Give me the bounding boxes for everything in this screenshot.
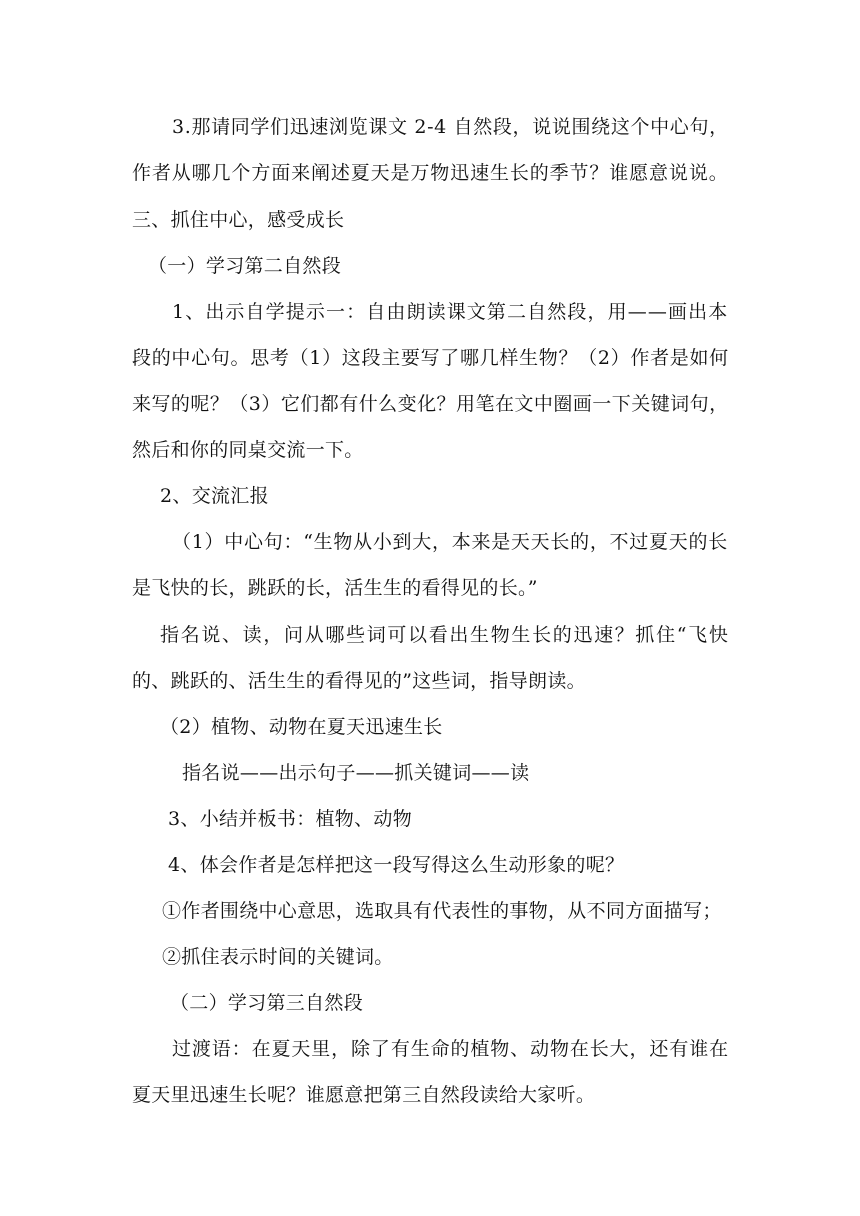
guide-line-2: 的、跳跃的、活生生的看得见的”这些词，指导朗读。 [132,670,586,692]
step-1-line-1: 1、出示自学提示一：自由朗读课文第二自然段，用——画出本 [172,301,729,323]
guide-line-1: 指名说、读，问从哪些词可以看出生物生长的迅速？抓住“飞快 [160,624,730,646]
step-2: 2、交流汇报 [160,485,269,507]
subsection-heading-2: （二）学习第三自然段 [170,992,364,1014]
answer-2: ②抓住表示时间的关键词。 [162,946,394,968]
subsection-heading-1: （一）学习第二自然段 [148,255,342,277]
point-1-line-2: 是飞快的长，跳跃的长，活生生的看得见的长。” [132,577,538,599]
step-1-line-2: 段的中心句。思考（1）这段主要写了哪几样生物？（2）作者是如何 [132,347,729,369]
para-3-line-2: 作者从哪几个方面来阐述夏天是万物迅速生长的季节？谁愿意说说。 [132,162,729,184]
step-1-line-3: 来写的呢？（3）它们都有什么变化？用笔在文中圈画一下关键词句， [132,393,729,415]
section-heading-3: 三、抓住中心，感受成长 [132,209,345,231]
step-3: 3、小结并板书：植物、动物 [168,808,412,830]
step-1-line-4: 然后和你的同桌交流一下。 [132,439,364,461]
point-2-process: 指名说——出示句子——抓关键词——读 [182,762,530,784]
step-4: 4、体会作者是怎样把这一段写得这么生动形象的呢？ [168,854,625,876]
para-3-line-1: 3.那请同学们迅速浏览课文 2-4 自然段，说说围绕这个中心句， [172,116,729,138]
transition-line-1: 过渡语：在夏天里，除了有生命的植物、动物在长大，还有谁在 [172,1038,729,1060]
answer-1: ①作者围绕中心意思，选取具有代表性的事物，从不同方面描写； [162,900,722,922]
transition-line-2: 夏天里迅速生长呢？谁愿意把第三自然段读给大家听。 [132,1084,596,1106]
point-2: （2）植物、动物在夏天迅速生长 [160,716,443,738]
point-1-line-1: （1）中心句：“生物从小到大，本来是天天长的，不过夏天的长 [172,531,728,553]
